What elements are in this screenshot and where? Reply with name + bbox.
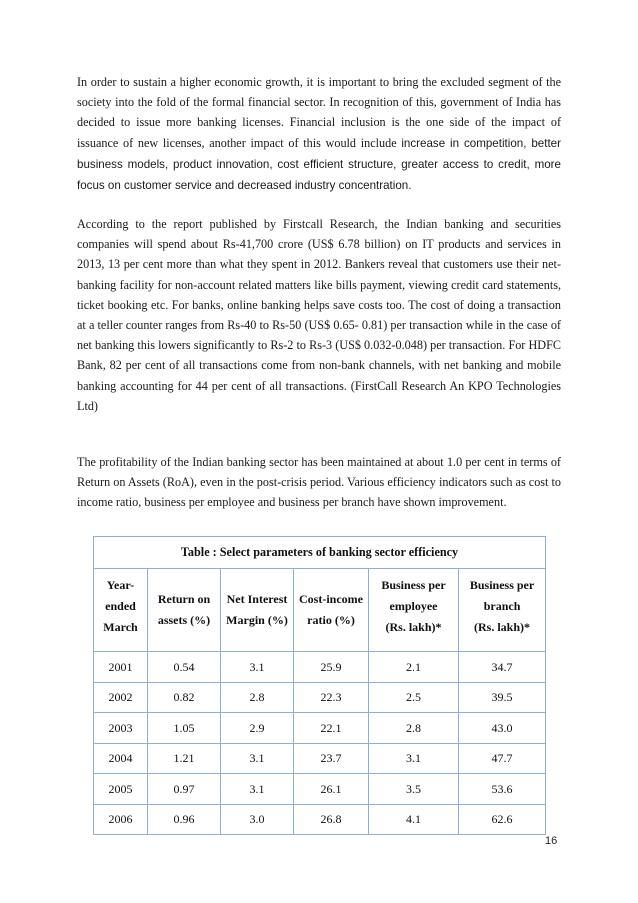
header-return-on-assets: Return on assets (%) [148, 569, 221, 652]
cell-business-per-employee: 4.1 [369, 805, 459, 835]
cell-cost-income-ratio: 25.9 [294, 652, 369, 683]
paragraph-it-spending [77, 214, 561, 416]
header-net-interest-margin: Net Interest Margin (%) [221, 569, 294, 652]
cell-year: 2005 [94, 774, 148, 805]
cell-year: 2006 [94, 805, 148, 835]
table-row [94, 744, 546, 774]
efficiency-table [93, 536, 546, 835]
cell-cost-income-ratio: 22.1 [294, 713, 369, 744]
cell-business-per-employee: 2.8 [369, 713, 459, 744]
cell-return-on-assets: 0.54 [148, 652, 221, 683]
cell-business-per-branch: 62.6 [459, 805, 546, 835]
cell-cost-income-ratio: 22.3 [294, 683, 369, 713]
cell-business-per-branch: 43.0 [459, 713, 546, 744]
cell-cost-income-ratio: 26.1 [294, 774, 369, 805]
table-row [94, 652, 546, 683]
paragraph-profitability [77, 452, 561, 513]
table-row [94, 683, 546, 713]
paragraph-2-text: According to the report published by Firstcall Research, the Indian banking and securities companies will spend about Rs-41,700 crore (US$ 6.78 billion) on IT products and services in 2013, 13 per cent more than what they spent in 2012. Bankers reveal that customers use their net-banking facility for non-account related matters like bills payment, viewing credit card statements, ticket booking etc. For banks, online banking helps save costs too. The cost of doing a transaction at a teller counter ranges from Rs-40 to Rs-50 (US$ 0.65- 0.81) per transaction while in the case of net banking this lowers significantly to Rs-2 to Rs-3 (US$ 0.032-0.048) per transaction. For HDFC Bank, 82 per cent of all transactions come from non-bank channels, with net banking and mobile banking accounting for 44 per cent of all transactions. (FirstCall Research An KPO Technologies Ltd) [77, 217, 561, 413]
cell-year: 2002 [94, 683, 148, 713]
header-cost-income-ratio: Cost-income ratio (%) [294, 569, 369, 652]
cell-business-per-employee: 3.5 [369, 774, 459, 805]
paragraph-1-text: In order to sustain a higher economic growth, it is important to bring the excluded segment of the society into the fold of the formal financial sector. In recognition of this, government of India has decided to issue more banking licenses. Financial inclusion is the one side of the impact of issuance of new licenses, another impact of this would include [77, 75, 561, 150]
table-row [94, 774, 546, 805]
cell-business-per-employee: 2.1 [369, 652, 459, 683]
cell-business-per-employee: 3.1 [369, 744, 459, 774]
cell-cost-income-ratio: 26.8 [294, 805, 369, 835]
table-row [94, 805, 546, 835]
cell-return-on-assets: 0.97 [148, 774, 221, 805]
cell-business-per-branch: 53.6 [459, 774, 546, 805]
table-caption: Table : Select parameters of banking sector efficiency [94, 537, 546, 569]
cell-business-per-branch: 39.5 [459, 683, 546, 713]
cell-business-per-employee: 2.5 [369, 683, 459, 713]
paragraph-1-highlight: increase in competition, better business models, product innovation, cost efficient structure, greater access to credit, more focus on customer service and decreased industry concentration. [77, 136, 561, 193]
header-business-per-branch: Business per branch (Rs. lakh)* [459, 569, 546, 652]
table-row [94, 713, 546, 744]
cell-net-interest-margin: 3.1 [221, 652, 294, 683]
table-header-row [94, 569, 546, 652]
cell-net-interest-margin: 3.1 [221, 774, 294, 805]
header-business-per-employee: Business per employee (Rs. lakh)* [369, 569, 459, 652]
cell-net-interest-margin: 3.0 [221, 805, 294, 835]
cell-return-on-assets: 1.05 [148, 713, 221, 744]
cell-business-per-branch: 34.7 [459, 652, 546, 683]
cell-return-on-assets: 1.21 [148, 744, 221, 774]
cell-return-on-assets: 0.82 [148, 683, 221, 713]
page-number: 16 [545, 835, 558, 847]
cell-cost-income-ratio: 23.7 [294, 744, 369, 774]
cell-year: 2004 [94, 744, 148, 774]
header-year-ended-march: Year- ended March [94, 569, 148, 652]
paragraph-3-text: The profitability of the Indian banking sector has been maintained at about 1.0 per cent in terms of Return on Assets (RoA), even in the post-crisis period. Various efficiency indicators such as cost to income ratio, business per employee and business per branch have shown improvement. [77, 455, 561, 510]
cell-business-per-branch: 47.7 [459, 744, 546, 774]
cell-year: 2001 [94, 652, 148, 683]
cell-net-interest-margin: 2.9 [221, 713, 294, 744]
cell-return-on-assets: 0.96 [148, 805, 221, 835]
efficiency-table-container [93, 536, 545, 835]
cell-net-interest-margin: 2.8 [221, 683, 294, 713]
cell-year: 2003 [94, 713, 148, 744]
paragraph-financial-inclusion [77, 72, 561, 196]
cell-net-interest-margin: 3.1 [221, 744, 294, 774]
